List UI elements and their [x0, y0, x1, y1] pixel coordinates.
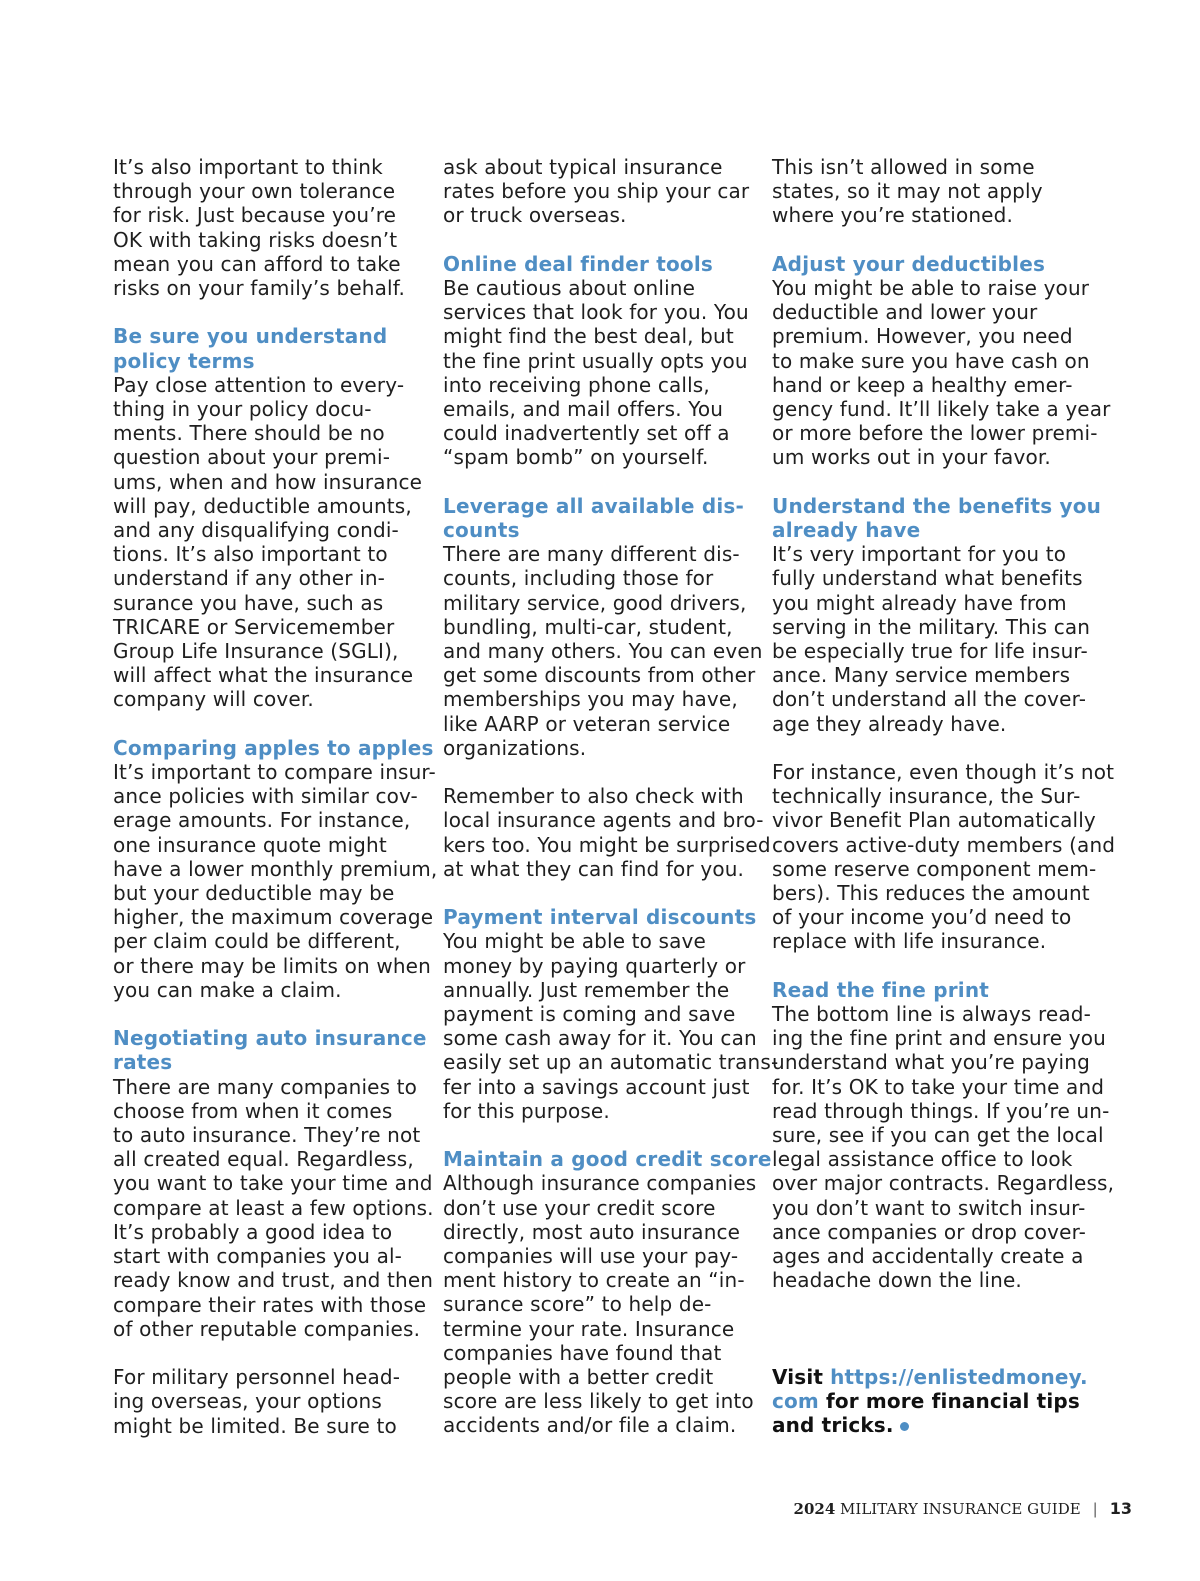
body-text-line: over major contracts. Regardless, [772, 1171, 1115, 1196]
body-text-line: tions. It’s also important to [113, 542, 388, 567]
body-text-line: serving in the military. This can [772, 614, 1091, 639]
body-text-line: question about your premi- [113, 445, 391, 470]
body-text-line: um works out in your favor. [772, 445, 1051, 470]
body-text-line: rates before you ship your car [443, 179, 750, 204]
body-text-line: be especially true for life insur- [772, 639, 1088, 664]
paragraph-gap [443, 470, 749, 494]
body-text-line: surance you have, such as [113, 590, 384, 615]
body-text-line: into receiving phone calls, [443, 372, 710, 397]
body-text-line: “spam bomb” on yourself. [443, 445, 709, 470]
section-heading: Comparing apples to apples [113, 735, 434, 760]
body-text-line: states, so it may not apply [772, 179, 1043, 204]
article-column-3 [772, 155, 1116, 1438]
section-heading: rates [113, 1050, 173, 1075]
body-text-line: or there may be limits on when [113, 953, 431, 978]
body-text-line: bers). This reduces the amount [772, 881, 1090, 906]
body-text-line: company will cover. [113, 687, 314, 712]
body-text-line: local insurance agents and bro- [443, 808, 764, 833]
body-text-line: military service, good drivers, [443, 590, 747, 615]
cta-text: and tricks. [772, 1413, 894, 1438]
body-text-line: get some discounts from other [443, 663, 756, 688]
body-text-line: you don’t want to switch insur- [772, 1195, 1086, 1220]
body-text-line: compare their rates with those [113, 1292, 427, 1317]
body-text-line: emails, and mail offers. You [443, 397, 724, 422]
body-text-line: mean you can afford to take [113, 251, 401, 276]
body-text-line: legal assistance office to look [772, 1147, 1073, 1172]
body-text-line: of other reputable companies. [113, 1316, 421, 1341]
section-heading: Negotiating auto insurance [113, 1026, 427, 1051]
body-text-line: companies will use your pay- [443, 1244, 739, 1269]
body-text-line: you can make a claim. [113, 977, 342, 1002]
body-text-line: at what they can find for you. [443, 856, 745, 881]
footer-separator: | [1092, 1500, 1098, 1518]
body-text-line: counts, including those for [443, 566, 714, 591]
body-text-line: for this purpose. [443, 1098, 610, 1123]
body-text-line: might be limited. Be sure to [113, 1413, 397, 1438]
body-text-line: read through things. If you’re un- [772, 1098, 1110, 1123]
section-heading: Payment interval discounts [443, 905, 757, 930]
body-text-line: For instance, even though it’s not [772, 760, 1115, 785]
body-text-line: covers active-duty members (and [772, 832, 1116, 857]
paragraph-gap [443, 881, 749, 905]
paragraph-gap [443, 1123, 749, 1147]
body-text-line: like AARP or veteran service [443, 711, 731, 736]
body-text-line: score are less likely to get into [443, 1389, 754, 1414]
body-text-line: premium. However, you need [772, 324, 1073, 349]
website-link[interactable]: https://enlistedmoney. [830, 1365, 1088, 1390]
body-text-line: The bottom line is always read- [772, 1002, 1091, 1027]
body-text-line: You might be able to save [443, 929, 706, 954]
body-text-line: headache down the line. [772, 1268, 1022, 1293]
paragraph-gap [772, 736, 1078, 760]
body-text-line: might find the best deal, but [443, 324, 734, 349]
body-text-line: This isn’t allowed in some [772, 155, 1035, 179]
body-text-line: start with companies you al- [113, 1244, 403, 1269]
body-text-line: ages and accidentally create a [772, 1244, 1084, 1269]
section-heading: Be sure you understand [113, 324, 388, 349]
body-text-line: accidents and/or file a claim. [443, 1413, 737, 1438]
body-text-line: It’s probably a good idea to [113, 1219, 393, 1244]
body-text-line: to make sure you have cash on [772, 348, 1090, 373]
body-text-line: It’s very important for you to [772, 542, 1067, 567]
cta-line [772, 1413, 1078, 1437]
body-text-line: but your deductible may be [113, 881, 395, 906]
section-heading: Leverage all available dis- [443, 493, 744, 518]
body-text-line: Pay close attention to every- [113, 372, 405, 397]
body-text-line: companies have found that [443, 1340, 722, 1365]
section-heading: Understand the benefits you [772, 493, 1102, 518]
page-footer [794, 1499, 1132, 1518]
body-text-line: surance score” to help de- [443, 1292, 712, 1317]
paragraph-gap [772, 228, 1078, 252]
body-text-line: easily set up an automatic trans- [443, 1050, 779, 1075]
body-text-line: Remember to also check with [443, 784, 744, 809]
body-text-line: Group Life Insurance (SGLI), [113, 639, 399, 664]
body-text-line: There are many companies to [113, 1074, 418, 1099]
body-text-line: termine your rate. Insurance [443, 1316, 735, 1341]
body-text-line: ask about typical insurance [443, 155, 723, 179]
body-text-line: all created equal. Regardless, [113, 1147, 414, 1172]
body-text-line: hand or keep a healthy emer- [772, 372, 1073, 397]
section-heading: Online deal finder tools [443, 251, 714, 276]
body-text-line: Be cautious about online [443, 276, 696, 300]
body-text-line: for. It’s OK to take your time and [772, 1074, 1105, 1099]
paragraph-gap [113, 1002, 419, 1026]
body-text-line: understand what you’re paying [772, 1050, 1090, 1075]
footer-title: MILITARY INSURANCE GUIDE [835, 1500, 1081, 1518]
body-text-line: the fine print usually opts you [443, 348, 748, 373]
body-text-line: ing overseas, your options [113, 1389, 382, 1414]
body-text-line: kers too. You might be surprised [443, 832, 771, 857]
body-text-line: compare at least a few options. [113, 1195, 434, 1220]
body-text-line: replace with life insurance. [772, 929, 1047, 954]
body-text-line: fully understand what benefits [772, 566, 1083, 591]
paragraph-gap [772, 1292, 1078, 1316]
body-text-line: age they already have. [772, 711, 1007, 736]
body-text-line: memberships you may have, [443, 687, 738, 712]
body-text-line: ance companies or drop cover- [772, 1219, 1087, 1244]
body-text-line: people with a better credit [443, 1365, 714, 1390]
body-text-line: money by paying quarterly or [443, 953, 746, 978]
section-heading: policy terms [113, 348, 255, 373]
paragraph-gap [772, 1317, 1078, 1341]
body-text-line: or more before the lower premi- [772, 421, 1098, 446]
body-text-line: services that look for you. You [443, 300, 749, 325]
paragraph-gap [443, 760, 749, 784]
body-text-line: For military personnel head- [113, 1365, 401, 1390]
body-text-line: for risk. Just because you’re [113, 203, 397, 228]
body-text-line: ance policies with similar cov- [113, 784, 418, 809]
body-text-line: organizations. [443, 735, 587, 760]
paragraph-gap [113, 712, 419, 736]
body-text-line: ment history to create an “in- [443, 1268, 745, 1293]
body-text-line: one insurance quote might [113, 832, 387, 857]
body-text-line: ing the fine print and ensure you [772, 1026, 1106, 1051]
section-heading: Maintain a good credit score [443, 1147, 772, 1172]
body-text-line: There are many different dis- [443, 542, 740, 567]
body-text-line: higher, the maximum coverage [113, 905, 434, 930]
body-text-line: will pay, deductible amounts, [113, 493, 412, 518]
body-text-line: you want to take your time and [113, 1171, 433, 1196]
body-text-line: technically insurance, the Sur- [772, 784, 1081, 809]
body-text-line: through your own tolerance [113, 179, 396, 204]
body-text-line: to auto insurance. They’re not [113, 1123, 421, 1148]
body-text-line: Although insurance companies [443, 1171, 757, 1196]
article-column-1 [113, 155, 438, 1438]
body-text-line: deductible and lower your [772, 300, 1038, 325]
body-text-line: ance. Many service members [772, 663, 1071, 688]
section-heading: already have [772, 518, 921, 543]
body-text-line: or truck overseas. [443, 203, 627, 228]
page-number: 13 [1109, 1499, 1132, 1518]
paragraph-gap [113, 300, 419, 324]
body-text-line: risks on your family’s behalf. [113, 276, 405, 301]
body-text-line: ready know and trust, and then [113, 1268, 434, 1293]
body-text-line: will affect what the insurance [113, 663, 414, 688]
body-text-line: directly, most auto insurance [443, 1219, 741, 1244]
body-text-line: per claim could be different, [113, 929, 401, 954]
body-text-line: could inadvertently set off a [443, 421, 730, 446]
footer-year: 2024 [793, 1500, 836, 1518]
body-text-line: don’t understand all the cover- [772, 687, 1087, 712]
body-text-line: bundling, multi-car, student, [443, 614, 733, 639]
body-text-line: have a lower monthly premium, [113, 856, 438, 881]
body-text-line: some cash away for it. You can [443, 1026, 757, 1051]
cta-text: for more financial tips [818, 1389, 1080, 1414]
section-heading: counts [443, 518, 520, 543]
body-text-line: erage amounts. For instance, [113, 808, 411, 833]
body-text-line: OK with taking risks doesn’t [113, 227, 398, 252]
body-text-line: thing in your policy docu- [113, 397, 372, 422]
paragraph-gap [443, 228, 749, 252]
body-text-line: ments. There should be no [113, 421, 385, 446]
end-mark-dot [900, 1422, 909, 1431]
paragraph-gap [772, 954, 1078, 978]
cta-line [772, 1365, 1088, 1390]
body-text-line: and many others. You can even [443, 639, 763, 664]
body-text-line: It’s important to compare insur- [113, 760, 436, 785]
body-text-line: gency fund. It’ll likely take a year [772, 397, 1111, 422]
body-text-line: TRICARE or Servicemember [113, 614, 395, 639]
website-link[interactable]: com [772, 1389, 819, 1414]
body-text-line: where you’re stationed. [772, 203, 1013, 228]
body-text-line: fer into a savings account just [443, 1074, 750, 1099]
body-text-line: understand if any other in- [113, 566, 386, 591]
body-text-line: some reserve component mem- [772, 856, 1097, 881]
paragraph-gap [772, 470, 1078, 494]
body-text-line: annually. Just remember the [443, 977, 730, 1002]
cta-text: Visit [772, 1365, 831, 1390]
paragraph-gap [113, 1341, 419, 1365]
section-heading: Adjust your deductibles [772, 251, 1046, 276]
body-text-line: don’t use your credit score [443, 1195, 716, 1220]
body-text-line: payment is coming and save [443, 1002, 736, 1027]
section-heading: Read the fine print [772, 977, 990, 1002]
cta-line [772, 1389, 1078, 1413]
paragraph-gap [772, 1341, 1078, 1365]
body-text-line: and any disqualifying condi- [113, 518, 399, 543]
body-text-line: vivor Benefit Plan automatically [772, 808, 1096, 833]
body-text-line: You might be able to raise your [772, 276, 1090, 300]
body-text-line: ums, when and how insurance [113, 469, 423, 494]
body-text-line: sure, see if you can get the local [772, 1123, 1104, 1148]
body-text-line: It’s also important to think [113, 155, 383, 179]
article-column-2 [443, 155, 779, 1438]
body-text-line: of your income you’d need to [772, 905, 1072, 930]
body-text-line: choose from when it comes [113, 1098, 393, 1123]
body-text-line: you might already have from [772, 590, 1067, 615]
